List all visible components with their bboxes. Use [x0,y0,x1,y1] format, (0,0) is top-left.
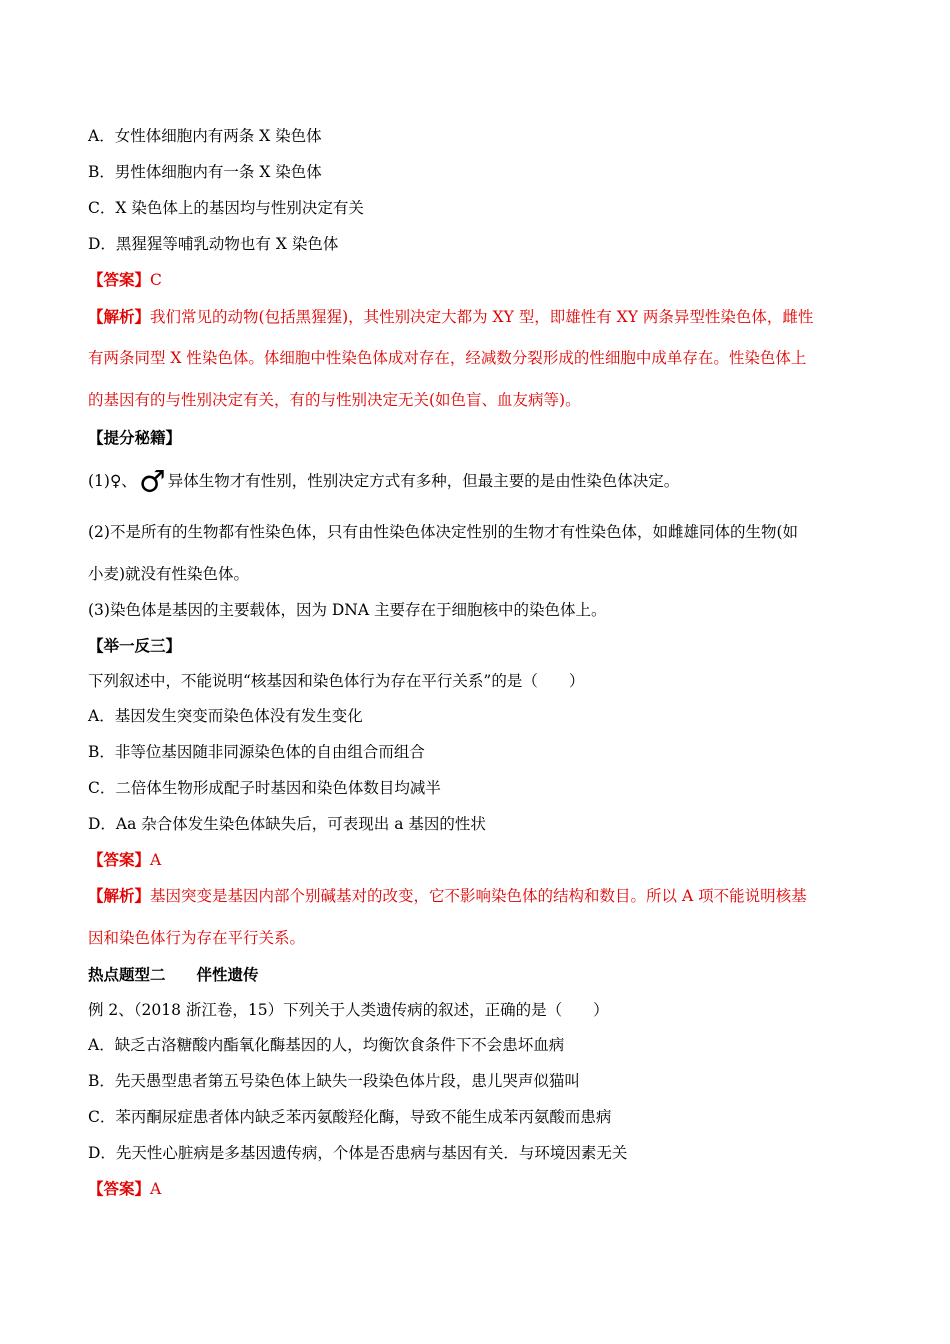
practice-answer [88,850,862,870]
practice-option-c: C．二倍体生物形成配子时基因和染色体数目均减半 [88,779,441,797]
practice-option-d: D．Aa 杂合体发生染色体缺失后，可表现出 a 基因的性状 [88,815,486,833]
male-symbol-icon: ♂ [138,465,166,500]
q1-option-d: D．黑猩猩等哺乳动物也有 X 染色体 [88,235,339,253]
tips-item-1-prefix: (1)♀、 [88,472,137,490]
practice-answer-value: A [150,851,162,869]
tips-item-3: (3)染色体是基因的主要载体，因为 DNA 主要存在于细胞核中的染色体上。 [88,601,607,619]
q1-analysis-tag: 【解析】 [88,307,151,326]
tips-item-1-text: 异体生物才有性别，性别决定方式有多种，但最主要的是由性染色体决定。 [167,472,680,490]
practice-option-b: B．非等位基因随非同源染色体的自由组合而组合 [88,743,425,761]
section2-title: 热点题型二 伴性遗传 [88,965,259,984]
practice-question: 下列叙述中，不能说明“核基因和染色体行为存在平行关系”的是（ ） [88,672,585,690]
q1-option-c: C．X 染色体上的基因均与性别决定有关 [88,199,364,217]
section2-answer-value: A [150,1180,162,1198]
tips-item-2-line-2: 小麦)就没有性染色体。 [88,565,250,583]
q1-analysis-text-1: 我们常见的动物(包括黑猩猩)，其性别决定大都为 XY 型，即雄性有 XY 两条异型性染色体，雌性 [150,308,814,326]
q1-analysis-line-1 [88,307,862,327]
section2-answer [88,1179,862,1199]
section2-option-d: D．先天性心脏病是多基因遗传病，个体是否患病与基因有关．与环境因素无关 [88,1144,628,1162]
q1-analysis-line-3: 的基因有的与性别决定有关，有的与性别决定无关(如色盲、血友病等)。 [88,391,581,409]
section2-option-a: A．缺乏古洛糖酸内酯氧化酶基因的人，均衡饮食条件下不会患坏血病 [88,1036,565,1054]
section2-option-b: B．先天愚型患者第五号染色体上缺失一段染色体片段，患儿哭声似猫叫 [88,1072,580,1090]
practice-option-a: A．基因发生突变而染色体没有发生变化 [88,707,363,725]
practice-heading: 【举一反三】 [88,636,182,655]
tips-item-1 [88,465,862,500]
practice-analysis-line-1 [88,886,862,906]
section2-example: 例 2、（2018 浙江卷，15）下列关于人类遗传病的叙述，正确的是（ ） [88,1001,609,1019]
section2-answer-tag: 【答案】 [88,1179,151,1198]
tips-item-2-line-1: (2)不是所有的生物都有性染色体，只有由性染色体决定性别的生物才有性染色体，如雌雄同体的生物(如 [88,523,799,541]
q1-answer [88,270,862,290]
q1-analysis-line-2: 有两条同型 X 性染色体。体细胞中性染色体成对存在，经减数分裂形成的性细胞中成单存在。性染色体上 [88,349,807,367]
practice-answer-tag: 【答案】 [88,850,151,869]
q1-answer-tag: 【答案】 [88,270,151,289]
q1-option-a: A．女性体细胞内有两条 X 染色体 [88,127,322,145]
section2-option-c: C．苯丙酮尿症患者体内缺乏苯丙氨酸羟化酶，导致不能生成苯丙氨酸而患病 [88,1108,612,1126]
practice-analysis-text-1: 基因突变是基因内部个别碱基对的改变，它不影响染色体的结构和数目。所以 A 项不能说明核基 [150,887,807,905]
practice-analysis-line-2: 因和染色体行为存在平行关系。 [88,929,306,947]
tips-heading: 【提分秘籍】 [88,428,182,447]
q1-answer-value: C [150,271,162,289]
practice-analysis-tag: 【解析】 [88,886,151,905]
q1-option-b: B．男性体细胞内有一条 X 染色体 [88,163,322,181]
